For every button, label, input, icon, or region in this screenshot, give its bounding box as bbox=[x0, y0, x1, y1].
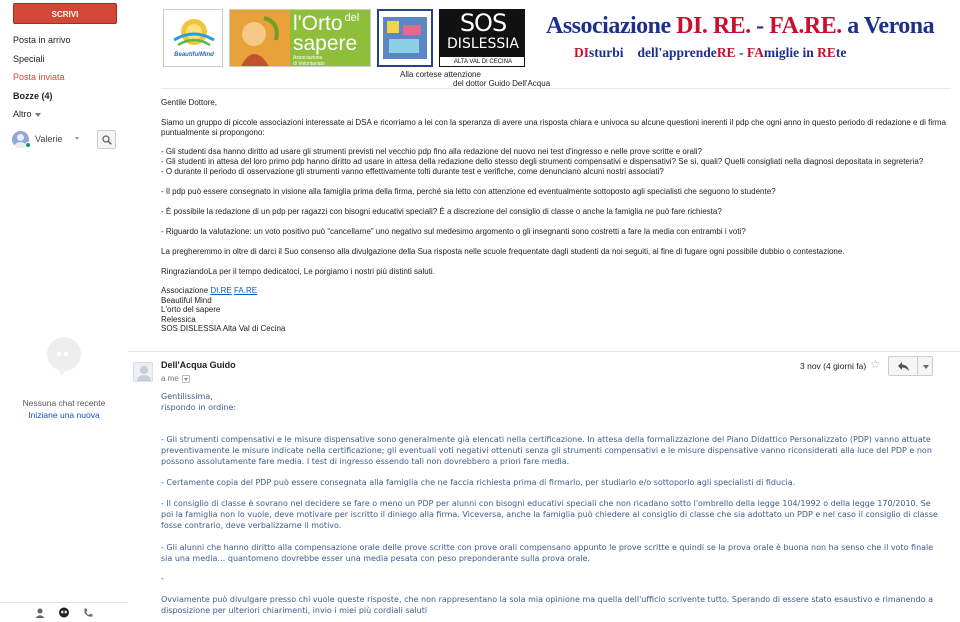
reply-paragraph-1: - Gli strumenti compensativi e le misure dispensative sono generalmente già elencati nella certificazione. In attesa della formalizzazione del Piano Didattico Personalizzato (PDP) vanno attuate preventivamente le misure indicate nella certificazione; gli eventuali voti negativi ottenuti senza gli strumenti compensativi e le misure dispensative vanno riconsiderati alla luce del PDP e non possono assolutamente fare media. I test di ingresso essendo tali non dovrebbero a priori fare media. bbox=[161, 435, 932, 466]
question-2: - Gli studenti in attesa del loro primo pdp hanno diritto ad usare in attesa della redazione dello stesso degli strumenti compensativi e dispensativi? Se sì, quali? Quelli consigliati nella diagnosi depositata in segreteria? bbox=[161, 157, 924, 166]
search-icon bbox=[102, 135, 112, 145]
logo-orto-del-sapere bbox=[229, 9, 371, 67]
reply-paragraph-3: - Il consiglio di classe è sovrano nel decidere se fare o meno un PDP per alunni con bisogni educativi speciali che non ricadano sotto l'ombrello della legge 104/1992 o della legge 170/2010. Se poi la famiglia non lo vuole, deve motivare per iscritto il diniego alla firma. Viceversa, anche la famiglia può chiedere al consiglio di classe che sia adottato un PDP e nel caso il consiglio di classe fosse contrario, deve verbalizzarne il motivo. bbox=[161, 499, 938, 530]
thanks-paragraph: RingraziandoLa per il tempo dedicatoci, Le porgiamo i nostri più distinti saluti. bbox=[161, 267, 435, 276]
star-icon[interactable]: ☆ bbox=[870, 357, 881, 371]
phone-icon[interactable] bbox=[82, 607, 94, 619]
message-divider bbox=[128, 351, 960, 352]
logo-orto-sapere: sapere bbox=[293, 32, 358, 55]
show-details-icon[interactable] bbox=[182, 375, 190, 383]
signature-line: Beautiful Mind bbox=[161, 295, 212, 305]
left-sidebar bbox=[0, 0, 128, 622]
association-subtitle: DIsturbi dell'apprendeRE - FAmiglie in REte bbox=[574, 45, 847, 60]
signature-line: L'orto del sapere bbox=[161, 305, 221, 315]
contacts-icon[interactable] bbox=[34, 607, 46, 619]
question-1: - Gli studenti dsa hanno diritto ad usare gli strumenti previsti nel vecchio pdp fino alla redazione del nuovo nei test d'ingresso e nelle prove scritte e orali? bbox=[161, 147, 702, 156]
reply-closing: Ovviamente può divulgare presso chi vuole queste risposte, che non rappresentano la sola mia opinione ma quella dell'ufficio scrivente tutto. Sperando di essere stato esaustivo e rimanendo a disposizione per ulteriori chiarimenti, invio i miei più cordiali saluti bbox=[161, 595, 934, 615]
logo-sos-sub: DISLESSIA bbox=[447, 36, 519, 52]
reply-greeting-2: rispondo in ordine: bbox=[161, 403, 237, 412]
chat-empty-state bbox=[0, 397, 128, 421]
start-chat-link[interactable]: Iniziane una nuova bbox=[28, 410, 100, 420]
sender-avatar bbox=[133, 362, 153, 382]
sender-name[interactable]: Dell'Acqua Guido bbox=[161, 360, 236, 370]
logo-beautiful-mind-text: BeautifulMind bbox=[174, 52, 214, 58]
online-status-icon bbox=[25, 142, 31, 148]
hangouts-icon[interactable] bbox=[58, 607, 70, 619]
logo-orto-del: del bbox=[344, 12, 360, 24]
signature-line: Relessica bbox=[161, 314, 196, 324]
more-actions-button[interactable] bbox=[917, 356, 933, 376]
link-fare[interactable]: FA.RE bbox=[233, 286, 258, 295]
reply-paragraph-5: - bbox=[161, 574, 164, 583]
association-banner bbox=[163, 9, 935, 69]
address-line-1: Alla cortese attenzione bbox=[400, 70, 481, 79]
nav-item-sent[interactable]: Posta inviata bbox=[13, 72, 65, 82]
question-6: - Riguardo la valutazione: un voto positivo può “cancellarne” uno negativo sul medesimo argomento o gli insegnanti sono costretti a fare la media con entrambi i voti? bbox=[161, 227, 746, 236]
logo-beautiful-mind bbox=[163, 9, 223, 67]
logo-sos-dislessia bbox=[439, 9, 525, 67]
account-dropdown-icon[interactable] bbox=[75, 137, 79, 140]
question-4: - Il pdp può essere consegnato in visione alla famiglia prima della firma, perché sia letto con attenzione ed eventualmente sottoposto agli specialisti che seguono lo studente? bbox=[161, 187, 776, 196]
recipient-line bbox=[161, 374, 190, 383]
reply-paragraph-4: - Gli alunni che hanno diritto alla compensazione orale delle prove scritte con prove orali compensano appunto le prove scritte e quindi se la prova orale è buona non ha senso che il voto finale sia una media… quantomeno dovrebbe esser una media pesata con peso preponderante sulla prova orale. bbox=[161, 543, 934, 563]
nav-item-inbox[interactable]: Posta in arrivo bbox=[13, 35, 71, 45]
logo-orto-title: l'Orto bbox=[293, 12, 343, 35]
greeting: Gentile Dottore, bbox=[161, 98, 218, 107]
nav-item-starred[interactable]: Speciali bbox=[13, 53, 45, 64]
question-3: - O durante il periodo di osservazione gli strumenti vanno effettivamente tolti durante test e verifiche, come denunciano alcuni nostri associati? bbox=[161, 167, 664, 176]
intro-paragraph: Siamo un gruppo di piccole associazioni interessate ai DSA e ricorriamo a lei con la speranza di avere una risposta chiara e univoca su alcune questioni inerenti il pdp che ogni anno in questo periodo di redazione e di firma puntualmente si propongono: bbox=[161, 118, 946, 137]
chevron-down-icon bbox=[35, 113, 41, 117]
reply-greeting-1: Gentilissima, bbox=[161, 392, 213, 401]
separator bbox=[161, 88, 951, 89]
message-view bbox=[128, 0, 960, 622]
address-line-2: del dottor Guido Dell'Acqua bbox=[453, 79, 551, 88]
logo-sos-footer: ALTA VAL DI CECINA bbox=[440, 57, 525, 67]
logo-sos-title: SOS bbox=[459, 9, 507, 37]
reply-paragraph-2: - Certamente copia del PDP può essere consegnata alla famiglia che ne faccia richiesta prima di firmarlo, per studiarlo e/o sottoporlo agli specialisti di fiducia. bbox=[161, 478, 796, 487]
chat-account-row bbox=[12, 129, 116, 149]
chat-empty-text: Nessuna chat recente bbox=[22, 398, 106, 408]
reply-button[interactable] bbox=[888, 356, 918, 376]
link-dire[interactable]: DI.RE bbox=[210, 286, 232, 295]
signature: Associazione DI.RE FA.RE Beautiful Mind L'orto del sapere Relessica SOS DISLESSIA Alta Val di Cecina bbox=[161, 286, 951, 334]
association-title: Associazione DI. RE. - FA.RE. a Verona bbox=[546, 13, 935, 39]
message-date: 3 nov (4 giorni fa) bbox=[800, 361, 867, 371]
account-name[interactable]: Valerie bbox=[35, 134, 63, 144]
compose-button[interactable]: SCRIVI bbox=[13, 3, 117, 24]
nav-item-more[interactable] bbox=[13, 105, 125, 124]
nav-more-label: Altro bbox=[13, 109, 32, 119]
sidebar-footer bbox=[0, 602, 128, 622]
logo-orto-sub1: Associazione bbox=[293, 55, 323, 61]
recipient-label: a me bbox=[161, 374, 179, 383]
consent-paragraph: La pregheremmo in oltre di darci il Suo consenso alla divulgazione della Sua risposta nelle scuole frequentate dagli studenti da noi seguiti, al fine di fugare ogni possibile dubbio o contestazione. bbox=[161, 247, 845, 256]
chat-bubble-icon bbox=[44, 336, 84, 376]
reply-icon bbox=[898, 362, 909, 371]
search-people-button[interactable] bbox=[97, 130, 116, 149]
signature-line: SOS DISLESSIA Alta Val di Cecina bbox=[161, 324, 286, 334]
folder-nav bbox=[13, 31, 125, 124]
nav-item-drafts[interactable]: Bozze (4) bbox=[13, 90, 53, 101]
logo-orto-sub2: di Volontariato bbox=[293, 61, 325, 67]
logo-relessica bbox=[377, 9, 433, 67]
question-5: - È possibile la redazione di un pdp per ragazzi con bisogni educativi speciali? È a discrezione del consiglio di classe o anche la famiglia ne può fare richiesta? bbox=[161, 207, 722, 216]
